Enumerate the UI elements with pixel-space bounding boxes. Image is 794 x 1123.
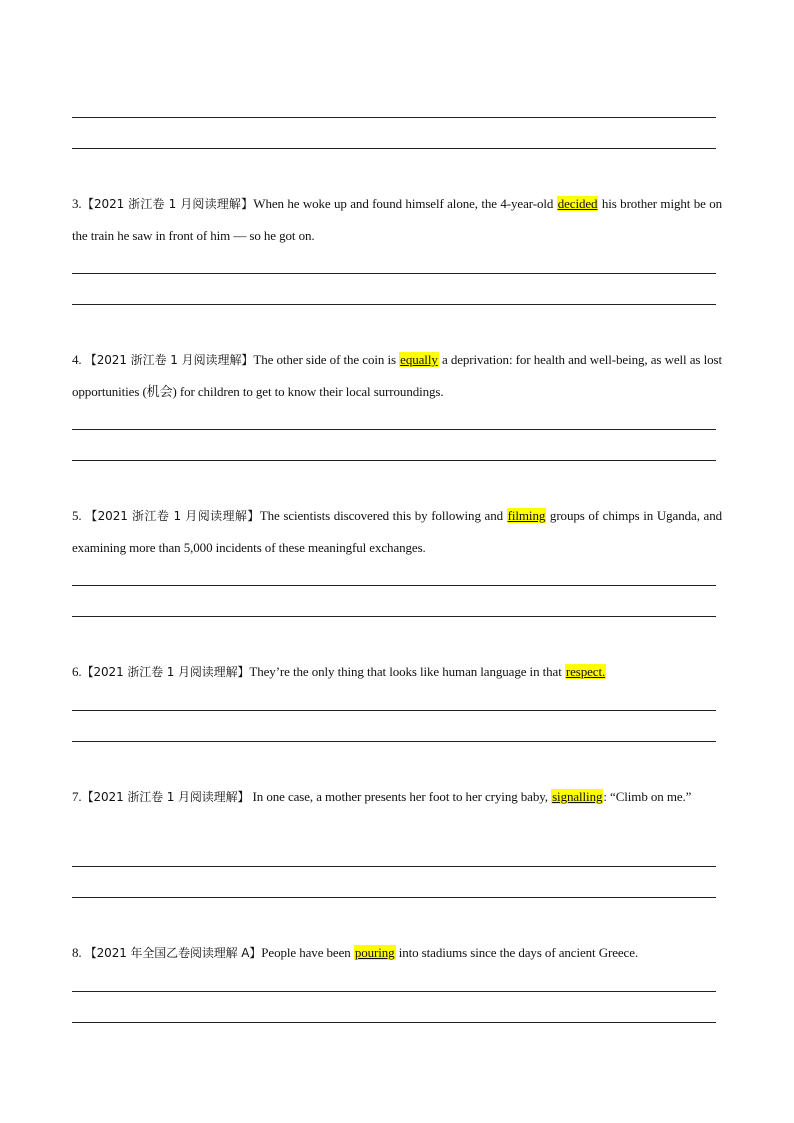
answer-line bbox=[72, 991, 716, 992]
question-source: 【2021 浙江卷 1 月阅读理解】 bbox=[81, 665, 250, 679]
question-5 bbox=[72, 500, 722, 563]
answer-line bbox=[72, 304, 716, 305]
question-4 bbox=[72, 344, 722, 407]
question-3 bbox=[72, 188, 722, 251]
question-text-pre: The other side of the coin is bbox=[253, 352, 400, 367]
question-text-post: : “Climb on me.” bbox=[603, 789, 692, 804]
highlighted-word: equally bbox=[400, 352, 438, 367]
answer-line bbox=[72, 429, 716, 430]
question-number: 4. bbox=[72, 352, 82, 367]
question-text-pre: When he woke up and found himself alone, the 4-year-old bbox=[253, 196, 557, 211]
question-text-post: into stadiums since the days of ancient Greece. bbox=[395, 945, 639, 960]
question-source: 【2021 浙江卷 1 月阅读理解】 bbox=[85, 509, 260, 523]
answer-line bbox=[72, 117, 716, 118]
answer-line bbox=[72, 585, 716, 586]
answer-line bbox=[72, 897, 716, 898]
highlighted-word: signalling bbox=[552, 789, 603, 804]
highlighted-word: filming bbox=[507, 508, 546, 523]
question-text-pre: People have been bbox=[261, 945, 354, 960]
highlighted-word: respect. bbox=[565, 664, 606, 679]
question-number: 5. bbox=[72, 508, 82, 523]
question-text-pre: They’re the only thing that looks like human language in that bbox=[249, 664, 565, 679]
question-number: 3. bbox=[72, 196, 82, 211]
question-text-post: his brother might be on the train he saw in front of him — so he got on. bbox=[72, 196, 722, 243]
question-number: 6. bbox=[72, 664, 82, 679]
question-source: 【2021 浙江卷 1 月阅读理解】 bbox=[81, 197, 254, 211]
highlighted-word: pouring bbox=[354, 945, 395, 960]
question-source: 【2021 浙江卷 1 月阅读理解】 bbox=[84, 353, 254, 367]
answer-line bbox=[72, 273, 716, 274]
question-number: 7. bbox=[72, 789, 82, 804]
answer-line bbox=[72, 866, 716, 867]
answer-line bbox=[72, 460, 716, 461]
question-source: 【2021 年全国乙卷阅读理解 A】 bbox=[84, 946, 262, 960]
answer-line bbox=[72, 741, 716, 742]
answer-line bbox=[72, 710, 716, 711]
question-text-post: groups of chimps in Uganda, and examining more than 5,000 incidents of these meaningful exchanges. bbox=[72, 508, 722, 555]
question-6 bbox=[72, 656, 722, 688]
question-text-pre: In one case, a mother presents her foot to her crying baby, bbox=[249, 789, 552, 804]
highlighted-word: decided bbox=[557, 196, 598, 211]
question-8 bbox=[72, 937, 722, 969]
question-7 bbox=[72, 781, 722, 813]
question-number: 8. bbox=[72, 945, 82, 960]
question-text-post: a deprivation: for health and well-being, as well as lost opportunities (机会) for children to get to know their local surroundings. bbox=[72, 352, 722, 399]
answer-line bbox=[72, 1022, 716, 1023]
answer-line bbox=[72, 148, 716, 149]
question-source: 【2021 浙江卷 1 月阅读理解】 bbox=[81, 790, 250, 804]
answer-line bbox=[72, 616, 716, 617]
question-text-pre: The scientists discovered this by following and bbox=[259, 508, 507, 523]
